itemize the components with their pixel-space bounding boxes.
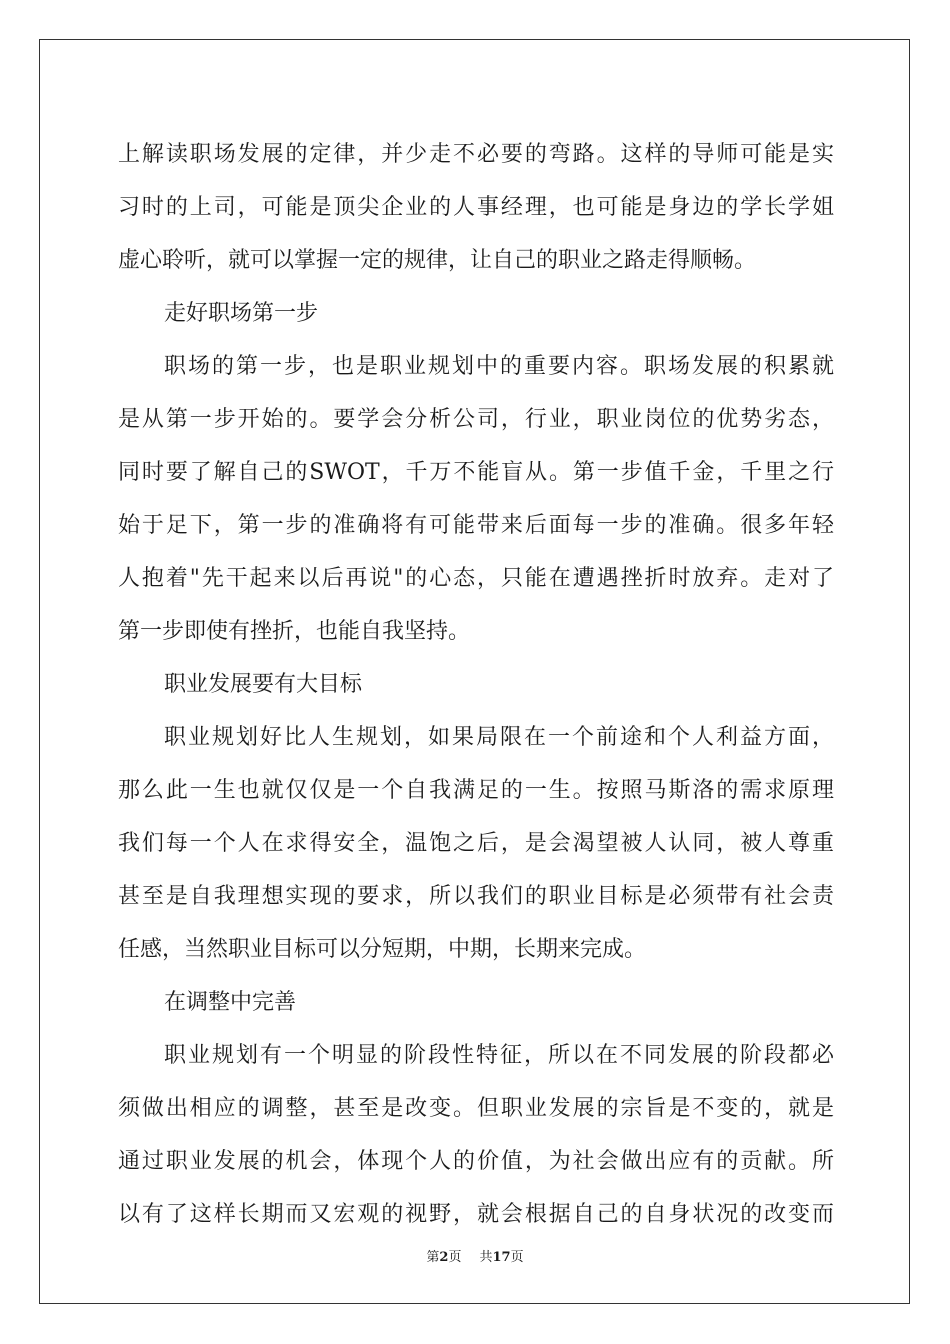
paragraph-line: 上解读职场发展的定律，并少走不必要的弯路。这样的导师可能是实	[118, 142, 834, 167]
paragraph-line: 那么此一生也就仅仅是一个自我满足的一生。按照马斯洛的需求原理	[118, 778, 834, 803]
page-prefix: 第	[426, 1250, 440, 1265]
paragraph-line: 职业规划好比人生规划，如果局限在一个前途和个人利益方面，	[164, 725, 834, 750]
paragraph-line: 虚心聆听，就可以掌握一定的规律，让自己的职业之路走得顺畅。	[118, 248, 757, 273]
paragraph-line: 职场的第一步，也是职业规划中的重要内容。职场发展的积累就	[164, 354, 834, 379]
page-number: 2	[439, 1250, 449, 1265]
section-heading: 在调整中完善	[164, 990, 297, 1015]
total-suffix: 页	[510, 1250, 524, 1265]
paragraph-line: 通过职业发展的机会，体现个人的价值，为社会做出应有的贡献。所	[118, 1149, 834, 1174]
paragraph-line: 第一步即使有挫折，也能自我坚持。	[118, 619, 471, 644]
section-heading: 职业发展要有大目标	[164, 672, 363, 697]
page-suffix: 页	[448, 1250, 462, 1265]
total-pages: 17	[492, 1250, 511, 1265]
paragraph-line: 甚至是自我理想实现的要求，所以我们的职业目标是必须带有社会责	[118, 884, 834, 909]
paragraph-line: 同时要了解自己的SWOT，千万不能盲从。第一步值千金，千里之行	[118, 460, 834, 485]
document-body	[118, 128, 834, 1241]
paragraph-line: 是从第一步开始的。要学会分析公司，行业，职业岗位的优势劣态，	[118, 407, 834, 432]
total-prefix: 共	[479, 1250, 493, 1265]
paragraph-line: 始于足下，第一步的准确将有可能带来后面每一步的准确。很多年轻	[118, 513, 834, 538]
section-heading: 走好职场第一步	[164, 301, 319, 326]
page-footer	[0, 1246, 950, 1265]
paragraph-line: 职业规划有一个明显的阶段性特征，所以在不同发展的阶段都必	[164, 1043, 834, 1068]
paragraph-line: 人抱着"先干起来以后再说"的心态，只能在遭遇挫折时放弃。走对了	[118, 566, 834, 591]
paragraph-line: 任感，当然职业目标可以分短期，中期，长期来完成。	[118, 937, 647, 962]
paragraph-line: 须做出相应的调整，甚至是改变。但职业发展的宗旨是不变的，就是	[118, 1096, 834, 1121]
paragraph-line: 以有了这样长期而又宏观的视野，就会根据自己的自身状况的改变而	[118, 1202, 834, 1227]
paragraph-line: 习时的上司，可能是顶尖企业的人事经理，也可能是身边的学长学姐	[118, 195, 834, 220]
paragraph-line: 我们每一个人在求得安全，温饱之后，是会渴望被人认同，被人尊重	[118, 831, 834, 856]
